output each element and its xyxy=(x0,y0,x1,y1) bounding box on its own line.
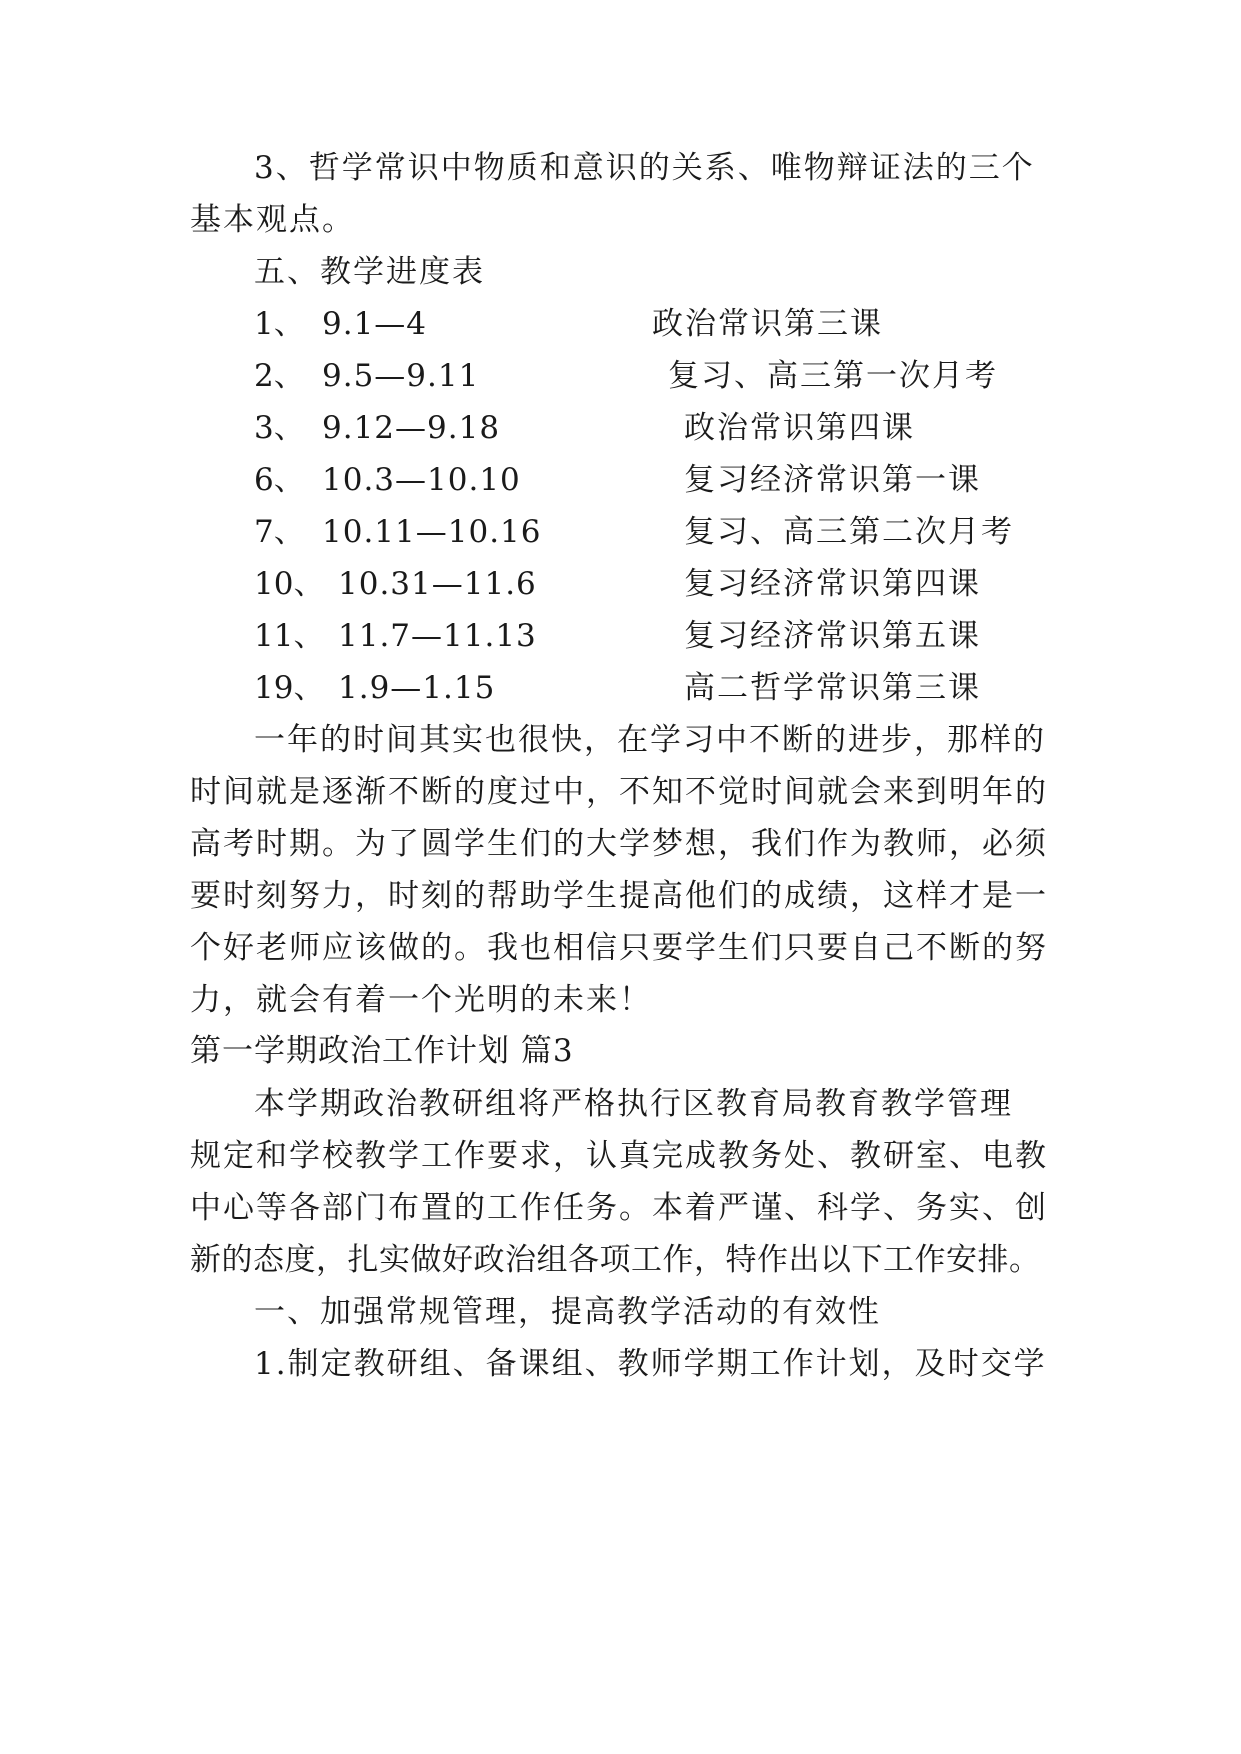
row-number: 7、 xyxy=(254,514,305,550)
row-dates: 11.7—11.13 xyxy=(338,618,537,654)
paragraph-line: 高考时期。为了圆学生们的大学梦想，我们作为教师，必须 xyxy=(190,826,1048,862)
row-number: 6、 xyxy=(254,462,305,498)
item3-line2: 基本观点。 xyxy=(190,202,355,238)
row-dates: 1.9—1.15 xyxy=(338,670,496,706)
row-topic: 政治常识第三课 xyxy=(652,306,883,342)
row-dates: 10.11—10.16 xyxy=(322,514,542,550)
row-dates: 10.31—11.6 xyxy=(338,566,537,602)
paragraph-line: 个好老师应该做的。我也相信只要学生们只要自己不断的努 xyxy=(190,930,1048,966)
row-dates: 9.12—9.18 xyxy=(322,410,501,446)
paragraph-line: 时间就是逐渐不断的度过中，不知不觉时间就会来到明年的 xyxy=(190,774,1048,810)
paragraph-line: 中心等各部门布置的工作任务。本着严谨、科学、务实、创 xyxy=(190,1190,1048,1226)
row-topic: 高二哲学常识第三课 xyxy=(684,670,981,706)
paragraph-line: 力，就会有着一个光明的未来！ xyxy=(190,982,652,1018)
row-number: 11、 xyxy=(254,618,325,654)
row-topic: 复习经济常识第四课 xyxy=(684,566,981,602)
section5-title: 五、教学进度表 xyxy=(254,254,485,290)
paragraph-line: 要时刻努力，时刻的帮助学生提高他们的成绩，这样才是一 xyxy=(190,878,1048,914)
item3-line1: 3、哲学常识中物质和意识的关系、唯物辩证法的三个 xyxy=(254,150,1035,186)
paragraph-line: 规定和学校教学工作要求，认真完成教务处、教研室、电教 xyxy=(190,1138,1048,1174)
row-dates: 9.5—9.11 xyxy=(322,358,480,394)
row-topic: 复习经济常识第五课 xyxy=(684,618,981,654)
row-dates: 9.1—4 xyxy=(322,306,428,342)
paragraph-line: 本学期政治教研组将严格执行区教育局教育教学管理 xyxy=(254,1086,1013,1122)
paragraph-line: 新的态度，扎实做好政治组各项工作，特作出以下工作安排。 xyxy=(190,1242,1041,1278)
item-line: 1.制定教研组、备课组、教师学期工作计划，及时交学 xyxy=(254,1346,1047,1382)
row-dates: 10.3—10.10 xyxy=(322,462,521,498)
row-number: 1、 xyxy=(254,306,305,342)
article-title: 第一学期政治工作计划 篇3 xyxy=(190,1033,574,1069)
row-number: 2、 xyxy=(254,358,305,394)
subsection-heading: 一、加强常规管理，提高教学活动的有效性 xyxy=(254,1294,881,1330)
row-topic: 复习、高三第二次月考 xyxy=(684,514,1014,550)
row-number: 3、 xyxy=(254,410,305,446)
row-topic: 复习、高三第一次月考 xyxy=(668,358,998,394)
row-number: 10、 xyxy=(254,566,325,602)
row-topic: 政治常识第四课 xyxy=(684,410,915,446)
row-topic: 复习经济常识第一课 xyxy=(684,462,981,498)
row-number: 19、 xyxy=(254,670,325,706)
paragraph-line: 一年的时间其实也很快，在学习中不断的进步，那样的 xyxy=(254,722,1046,758)
